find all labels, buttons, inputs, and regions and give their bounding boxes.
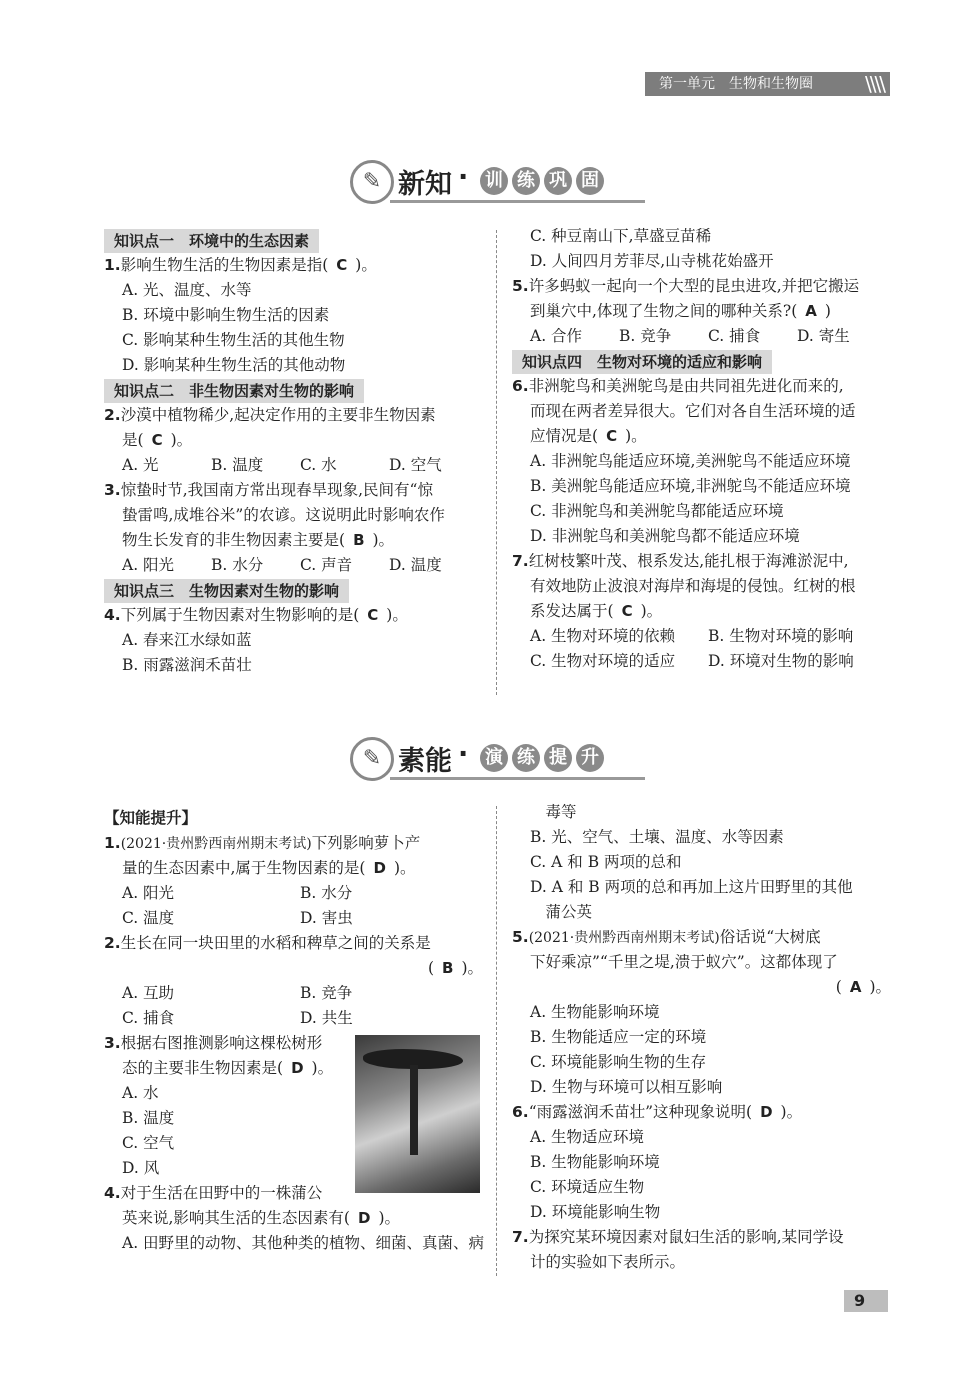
book-pencil-icon: ✎ <box>350 737 394 781</box>
question-text: 红树枝繁叶茂、根系发达,能扎根于海滩淤泥中, <box>528 552 849 570</box>
question-number: 1. <box>104 256 121 274</box>
answer-choice: B <box>442 959 454 977</box>
topic-heading-row <box>104 578 489 603</box>
answer-choice: C <box>621 602 633 620</box>
question-text: 对于生活在田野中的一株蒲公 <box>120 1184 323 1202</box>
option: D. 风 <box>122 1159 160 1177</box>
option: D. 寄生 <box>797 327 850 345</box>
option: B. 竞争 <box>300 984 353 1002</box>
option-row <box>104 453 489 478</box>
question-text-end: ) <box>824 302 831 320</box>
option: A. 互助 <box>122 984 175 1002</box>
question-line <box>104 831 489 856</box>
option: A. 水 <box>122 1084 159 1102</box>
option-row <box>104 1006 489 1031</box>
option: 毒等 <box>530 803 577 821</box>
question-line <box>104 603 489 628</box>
stripes-decoration: \\\\ <box>865 72 884 96</box>
question-text: 应情况是( <box>530 427 599 445</box>
option: B. 雨露滋润禾苗壮 <box>122 656 252 674</box>
topic-heading: 知识点一 环境中的生态因素 <box>104 229 319 253</box>
question-line <box>512 374 897 399</box>
option: A. 生物能影响环境 <box>530 1003 660 1021</box>
answer-choice: D <box>373 859 386 877</box>
question-number: 6. <box>512 377 529 395</box>
option-row <box>104 881 489 906</box>
option: A. 田野里的动物、其他种类的植物、细菌、真菌、病 <box>122 1234 485 1252</box>
question-text: 生长在同一块田里的水稻和稗草之间的关系是 <box>120 934 431 952</box>
unit-header <box>645 72 890 96</box>
question-text-end: )。 <box>386 606 408 624</box>
question-number: 2. <box>104 934 121 952</box>
section-banner-competency <box>0 735 979 785</box>
option: C. 非洲鸵鸟和美洲鸵鸟都能适应环境 <box>530 502 784 520</box>
question-text: 根据右图推测影响这棵松树形 <box>120 1034 323 1052</box>
topic-heading-row <box>104 228 489 253</box>
option: B. 水分 <box>211 556 264 574</box>
question-continuation <box>512 599 897 624</box>
option: C. 声音 <box>300 556 353 574</box>
question-text: 英来说,影响其生活的生态因素有( <box>122 1209 350 1227</box>
question-number: 5. <box>512 928 529 946</box>
banner-underline <box>390 777 645 780</box>
option: B. 生物对环境的影响 <box>708 627 854 645</box>
question-number: 6. <box>512 1103 529 1121</box>
option: A. 非洲鸵鸟能适应环境,美洲鸵鸟不能适应环境 <box>530 452 851 470</box>
question-continuation <box>104 428 489 453</box>
question-text: 惊蛰时节,我国南方常出现春旱现象,民间有“惊 <box>120 481 433 499</box>
option: B. 温度 <box>211 456 264 474</box>
question-text: 下列影响萝卜产 <box>311 834 421 852</box>
question-text-end: )。 <box>393 859 416 877</box>
option: 蒲公英 <box>530 903 593 921</box>
question-text: “雨露滋润禾苗壮”这种现象说明( <box>528 1103 753 1121</box>
question-text-end: )。 <box>640 602 663 620</box>
question-continuation <box>104 528 489 553</box>
question-text-end: )。 <box>625 427 647 445</box>
option-row <box>512 649 897 674</box>
option: A. 阳光 <box>122 556 175 574</box>
question-number: 7. <box>512 1228 529 1246</box>
question-text: 物生长发育的非生物因素主要是( <box>122 531 346 549</box>
question-text: ( <box>427 959 434 977</box>
banner-char: 练 <box>512 167 540 195</box>
book-pencil-icon: ✎ <box>350 160 394 204</box>
answer-choice: B <box>353 531 365 549</box>
option: D. 环境对生物的影响 <box>708 652 854 670</box>
subsection-heading: 【知能提升】 <box>104 809 198 827</box>
option: D. 非洲鸵鸟和美洲鸵鸟都不能适应环境 <box>530 527 800 545</box>
question-number: 7. <box>512 552 529 570</box>
question-source: (2021·贵州黔西南州期末考试) <box>120 836 312 852</box>
answer-choice: A <box>805 302 817 320</box>
answer-choice: D <box>357 1209 371 1227</box>
option: B. 生物能影响环境 <box>530 1153 660 1171</box>
option: D. 空气 <box>389 456 442 474</box>
option: C. 温度 <box>122 909 175 927</box>
section2-right-column <box>512 800 897 1275</box>
question-continuation <box>104 503 489 528</box>
question-text-end: )。 <box>311 1059 334 1077</box>
option: A. 合作 <box>530 327 583 345</box>
question-continuation <box>512 950 897 975</box>
question-text: 许多蚂蚁一起向一个大型的昆虫进攻,并把它搬运 <box>528 277 860 295</box>
question-number: 3. <box>104 1034 121 1052</box>
topic-heading-row <box>512 349 897 374</box>
unit-title: 第一单元 生物和生物圈 <box>659 76 813 92</box>
option: D. 生物与环境可以相互影响 <box>530 1078 723 1096</box>
question-text: 沙漠中植物稀少,起决定作用的主要非生物因素 <box>120 406 436 424</box>
banner-dot: · <box>458 739 469 770</box>
option: A. 光 <box>122 456 159 474</box>
answer-choice: D <box>760 1103 773 1121</box>
option: B. 水分 <box>300 884 353 902</box>
answer-choice: C <box>367 606 379 624</box>
question-text: 蛰雷鸣,成堆谷米”的农谚。这说明此时影响农作 <box>122 506 445 524</box>
option: D. 共生 <box>300 1009 353 1027</box>
pine-trunk <box>410 1065 418 1155</box>
answer-choice: C <box>336 256 348 274</box>
banner-char: 训 <box>480 167 508 195</box>
option: D. 环境能影响生物 <box>530 1203 661 1221</box>
banner-char: 提 <box>544 744 572 772</box>
option: D. 害虫 <box>300 909 353 927</box>
page-number: 9 <box>844 1290 888 1312</box>
question-text: 到巢穴中,体现了生物之间的哪种关系?( <box>530 302 798 320</box>
question-line <box>512 1225 897 1250</box>
option: B. 美洲鸵鸟能适应环境,非洲鸵鸟不能适应环境 <box>530 477 851 495</box>
banner-char: 升 <box>576 744 604 772</box>
question-continuation <box>512 399 897 424</box>
section1-right-column <box>512 224 897 674</box>
banner-char: 巩 <box>544 167 572 195</box>
question-text: 计的实验如下表所示。 <box>530 1253 686 1271</box>
question-number: 4. <box>104 606 121 624</box>
question-line <box>512 549 897 574</box>
banner-char: 演 <box>480 744 508 772</box>
answer-bracket-line <box>104 956 489 981</box>
banner-underline <box>390 200 645 203</box>
question-text: 而现在两者差异很大。它们对各自生活环境的适 <box>530 402 856 420</box>
banner-subtitle <box>480 167 604 195</box>
question-source: (2021·贵州黔西南州期末考试) <box>528 930 720 946</box>
option: D. 影响某种生物生活的其他动物 <box>122 356 346 374</box>
option: C. 捕食 <box>708 327 761 345</box>
section1-left-column <box>104 228 489 678</box>
question-text-end: )。 <box>461 959 483 977</box>
column-divider <box>496 806 497 1276</box>
option: D. 人间四月芳菲尽,山寺桃花始盛开 <box>530 252 774 270</box>
question-text: 系发达属于( <box>530 602 614 620</box>
pine-tree-photo <box>355 1035 480 1193</box>
question-continuation <box>104 1206 489 1231</box>
question-text: 量的生态因素中,属于生物因素的是( <box>122 859 366 877</box>
option-row <box>104 981 489 1006</box>
option: C. 生物对环境的适应 <box>530 652 676 670</box>
question-text: 有效地防止波浪对海岸和海堤的侵蚀。红树的根 <box>530 577 856 595</box>
question-text: 是( <box>122 431 144 449</box>
question-text: 非洲鸵鸟和美洲鸵鸟是由共同祖先进化而来的, <box>528 377 844 395</box>
banner-char: 练 <box>512 744 540 772</box>
question-number: 1. <box>104 834 121 852</box>
question-text: 俗话说“大树底 <box>719 928 821 946</box>
question-line <box>512 274 897 299</box>
option: C. 空气 <box>122 1134 175 1152</box>
banner-main-title: 新知 <box>398 169 452 200</box>
question-text-end: )。 <box>355 256 377 274</box>
option: B. 温度 <box>122 1109 175 1127</box>
topic-heading-row <box>104 378 489 403</box>
question-text: 影响生物生活的生物因素是指( <box>120 256 329 274</box>
option: A. 阳光 <box>122 884 175 902</box>
question-text: ( <box>835 978 842 996</box>
option: C. 水 <box>300 456 337 474</box>
option: D. 温度 <box>389 556 442 574</box>
question-continuation <box>512 424 897 449</box>
topic-heading: 知识点二 非生物因素对生物的影响 <box>104 379 364 403</box>
question-number: 2. <box>104 406 121 424</box>
section-banner-new-knowledge <box>0 158 979 208</box>
question-line <box>512 925 897 950</box>
option: B. 光、空气、土壤、温度、水等因素 <box>530 828 784 846</box>
option: C. A 和 B 两项的总和 <box>530 853 682 871</box>
option: A. 春来江水绿如蓝 <box>122 631 252 649</box>
option: C. 环境适应生物 <box>530 1178 645 1196</box>
option: C. 环境能影响生物的生存 <box>530 1053 707 1071</box>
answer-choice: C <box>606 427 618 445</box>
question-number: 4. <box>104 1184 121 1202</box>
option: C. 种豆南山下,草盛豆苗稀 <box>530 227 712 245</box>
option-row <box>104 553 489 578</box>
answer-bracket-line <box>512 975 897 1000</box>
question-continuation <box>512 1250 897 1275</box>
question-line <box>512 1100 897 1125</box>
banner-char: 固 <box>576 167 604 195</box>
answer-choice: A <box>849 978 862 996</box>
banner-subtitle <box>480 744 604 772</box>
option: C. 捕食 <box>122 1009 175 1027</box>
question-text-end: )。 <box>378 1209 400 1227</box>
question-text: 下列属于生物因素对生物影响的是( <box>120 606 360 624</box>
option: B. 环境中影响生物生活的因素 <box>122 306 330 324</box>
question-number: 5. <box>512 277 529 295</box>
option-row <box>104 906 489 931</box>
option: A. 生物对环境的依赖 <box>530 627 676 645</box>
question-text-end: )。 <box>372 531 395 549</box>
question-line <box>104 478 489 503</box>
question-line <box>104 931 489 956</box>
question-line <box>104 403 489 428</box>
option: A. 光、温度、水等 <box>122 281 252 299</box>
topic-heading: 知识点三 生物因素对生物的影响 <box>104 579 349 603</box>
option: D. A 和 B 两项的总和再加上这片田野里的其他 <box>530 878 853 896</box>
question-text-end: )。 <box>170 431 193 449</box>
question-text-end: )。 <box>780 1103 803 1121</box>
option-row <box>512 324 897 349</box>
banner-dot: · <box>458 162 469 193</box>
column-divider <box>496 230 497 695</box>
answer-choice: D <box>291 1059 304 1077</box>
question-continuation <box>104 856 489 881</box>
option: A. 生物适应环境 <box>530 1128 645 1146</box>
question-text: 态的主要非生物因素是( <box>122 1059 284 1077</box>
option-row <box>512 624 897 649</box>
topic-heading: 知识点四 生物对环境的适应和影响 <box>512 350 772 374</box>
question-text-end: )。 <box>869 978 891 996</box>
question-text: 下好乘凉”“千里之堤,溃于蚁穴”。这都体现了 <box>530 953 838 971</box>
option: B. 竞争 <box>619 327 672 345</box>
option: C. 影响某种生物生活的其他生物 <box>122 331 345 349</box>
question-line <box>104 253 489 278</box>
answer-choice: C <box>151 431 163 449</box>
banner-main-title: 素能 <box>398 746 452 777</box>
option: B. 生物能适应一定的环境 <box>530 1028 707 1046</box>
question-continuation <box>512 299 897 324</box>
question-number: 3. <box>104 481 121 499</box>
question-text: 为探究某环境因素对鼠妇生活的影响,某同学设 <box>528 1228 844 1246</box>
question-continuation <box>512 574 897 599</box>
